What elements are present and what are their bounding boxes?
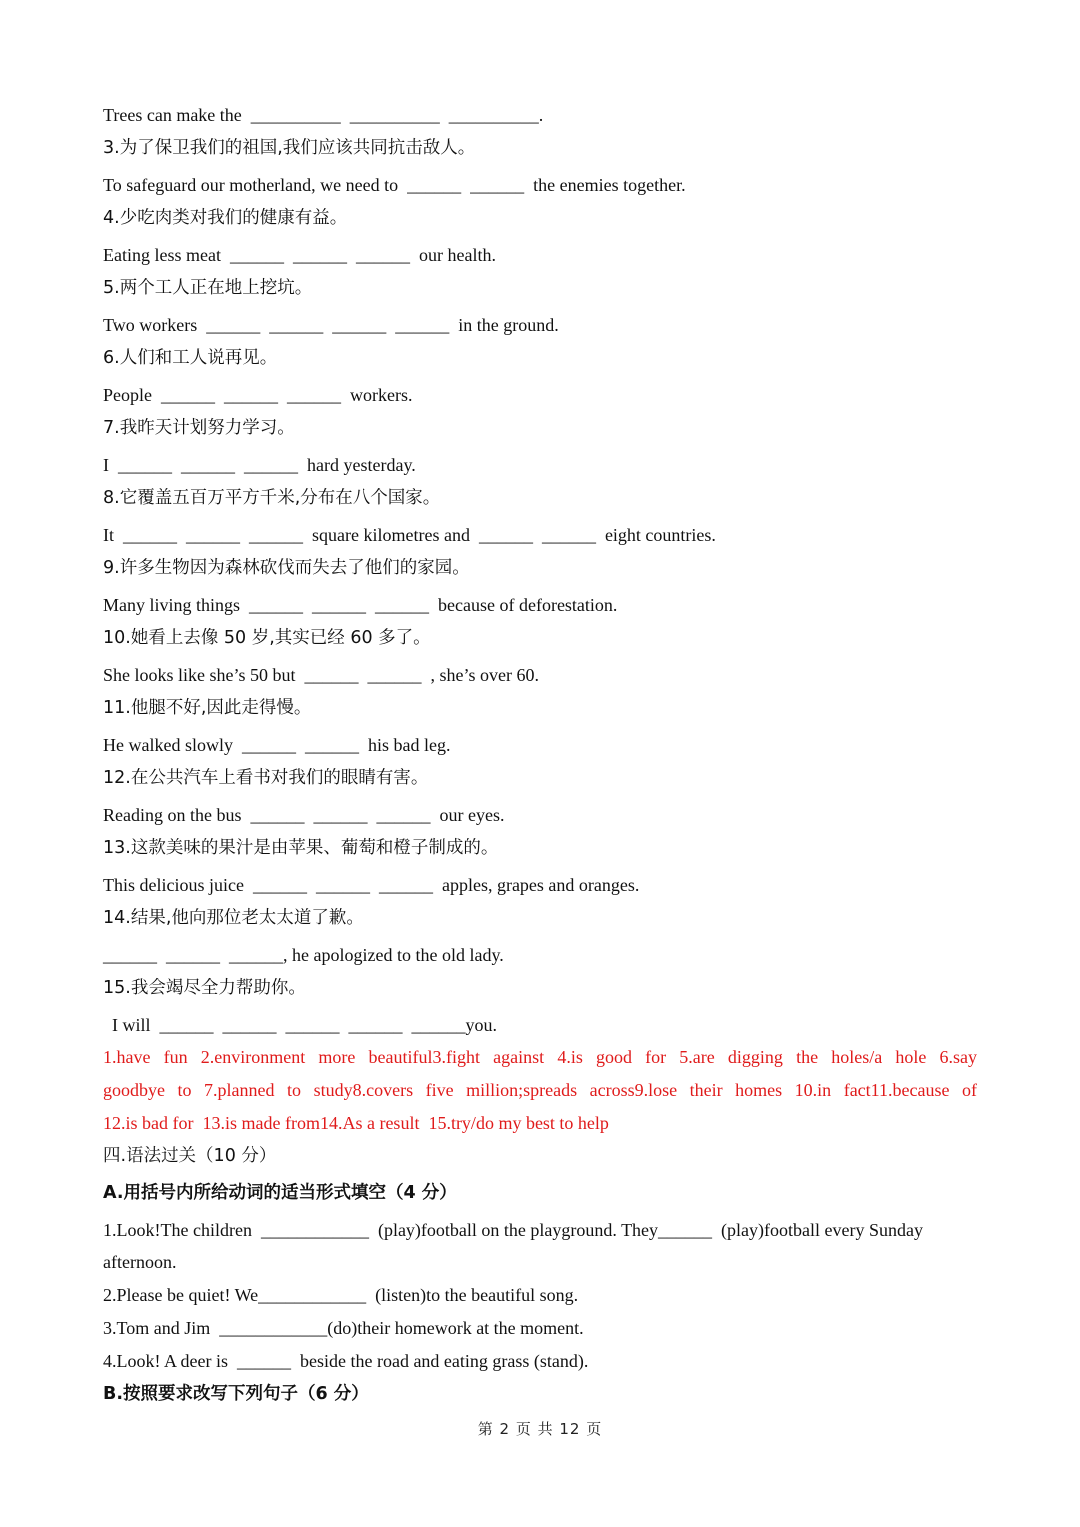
chinese-prompt: 3.为了保卫我们的祖国,我们应该共同抗击敌人。 [103,138,476,158]
chinese-prompt: 4.少吃肉类对我们的健康有益。 [103,208,348,228]
chinese-prompt: 9.许多生物因为森林砍伐而失去了他们的家园。 [103,558,470,578]
page-number: 第 2 页 共 12 页 [477,1420,603,1438]
sentence-line: Eating less meat ______ ______ ______ our health. [103,245,496,265]
chinese-prompt: 10.她看上去像 50 岁,其实已经 60 多了。 [103,628,431,648]
chinese-prompt: 8.它覆盖五百万平方千米,分布在八个国家。 [103,488,441,508]
answer-key-line: 12.is bad for 13.is made from14.As a result 15.try/do my best to help [103,1113,609,1133]
sentence-line: ______ ______ ______, he apologized to the old lady. [103,945,504,965]
part-b-title: B.按照要求改写下列句子（6 分） [103,1384,369,1404]
answer-key-line: 1.have fun 2.environment more beautiful3.fight against 4.is good for 5.are digging the holes/a hole 6.say [103,1047,977,1067]
part-a-title: A.用括号内所给动词的适当形式填空（4 分） [103,1183,457,1203]
sentence-line: Reading on the bus ______ ______ ______ our eyes. [103,805,505,825]
chinese-prompt: 15.我会竭尽全力帮助你。 [103,978,306,998]
grammar-question: afternoon. [103,1252,177,1272]
grammar-question: 4.Look! A deer is ______ beside the road and eating grass (stand). [103,1351,589,1371]
chinese-prompt: 13.这款美味的果汁是由苹果、葡萄和橙子制成的。 [103,838,499,858]
sentence-line: Two workers ______ ______ ______ ______ in the ground. [103,315,559,335]
sentence-line: It ______ ______ ______ square kilometres and ______ ______ eight countries. [103,525,716,545]
sentence-line: Many living things ______ ______ ______ because of deforestation. [103,595,618,615]
chinese-prompt: 11.他腿不好,因此走得慢。 [103,698,312,718]
sentence-line: This delicious juice ______ ______ ______ apples, grapes and oranges. [103,875,640,895]
sentence-line: He walked slowly ______ ______ his bad leg. [103,735,451,755]
sentence-line: Trees can make the __________ __________ __________. [103,105,544,125]
grammar-question: 2.Please be quiet! We____________ (listen)to the beautiful song. [103,1285,579,1305]
sentence-line: She looks like she’s 50 but ______ ______ , she’s over 60. [103,665,539,685]
section-title: 四.语法过关（10 分） [103,1146,277,1166]
chinese-prompt: 6.人们和工人说再见。 [103,348,278,368]
grammar-question: 3.Tom and Jim ____________(do)their homework at the moment. [103,1318,584,1338]
chinese-prompt: 12.在公共汽车上看书对我们的眼睛有害。 [103,768,429,788]
chinese-prompt: 7.我昨天计划努力学习。 [103,418,295,438]
chinese-prompt: 14.结果,他向那位老太太道了歉。 [103,908,364,928]
sentence-line: To safeguard our motherland, we need to ______ ______ the enemies together. [103,175,686,195]
sentence-line: I ______ ______ ______ hard yesterday. [103,455,416,475]
chinese-prompt: 5.两个工人正在地上挖坑。 [103,278,313,298]
answer-key-line: goodbye to 7.planned to study8.covers five million;spreads across9.lose their homes 10.in fact11.because of [103,1080,977,1100]
sentence-line: People ______ ______ ______ workers. [103,385,413,405]
sentence-line: I will ______ ______ ______ ______ ______you. [103,1015,497,1035]
grammar-question: 1.Look!The children ____________ (play)football on the playground. They______ (play)football every Sunday [103,1220,923,1240]
